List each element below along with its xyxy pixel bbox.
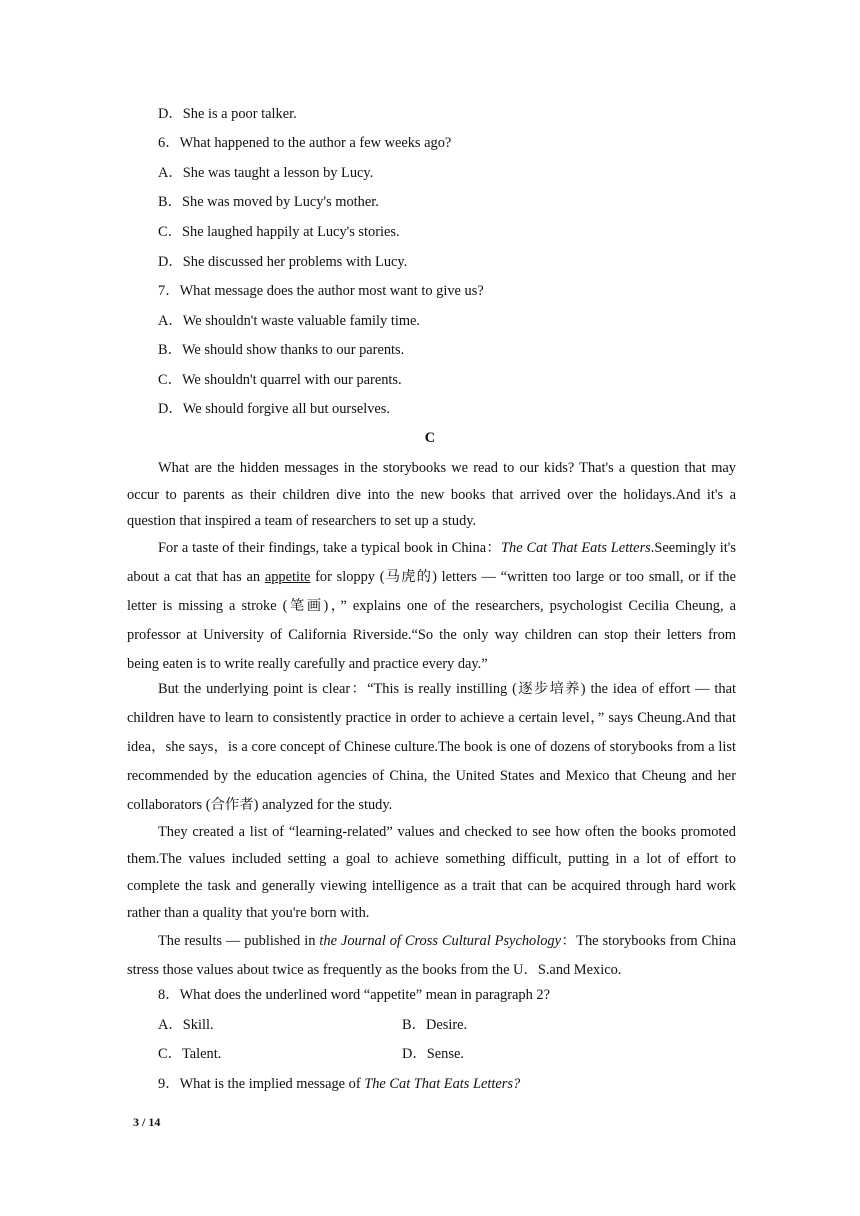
option-5d: D．She is a poor talker. <box>158 106 297 122</box>
option-8b: B．Desire. <box>402 1017 468 1033</box>
paragraph-5-text-a: The results — published in <box>158 933 320 949</box>
question-9 <box>158 1075 520 1093</box>
journal-title: the Journal of Cross Cultural Psychology <box>319 933 562 949</box>
paragraph-4: They created a list of “learning-related” values and checked to see how often the books promoted them.The values included setting a goal to achieve something difficult, putting in a lot of effort to complete the task and generally viewing intelligence as a trait that can be acquired through hard work rather than a quality that you're born with. <box>127 824 736 921</box>
paragraph-2-text-c: for sloppy (马虎的) letters — “written too large or too small, or if the letter is missing a stroke (笔画)，” explains one of the researchers, psychologist Cecilia Cheung, a professor at University of California Riverside.“So the only way children can stop their letters from being eaten is to write really carefully and practice every day.” <box>127 569 736 672</box>
question-9-prefix: 9．What is the implied message of <box>158 1076 365 1092</box>
paragraph-2-text-a: For a taste of their findings, take a typical book in China： <box>158 540 502 556</box>
option-6a: A．She was taught a lesson by Lucy. <box>158 165 374 181</box>
option-7a: A．We shouldn't waste valuable family time. <box>158 313 421 329</box>
option-8a: A．Skill. <box>158 1017 214 1033</box>
paragraph-2 <box>127 534 736 679</box>
option-6c: C．She laughed happily at Lucy's stories. <box>158 224 400 240</box>
underlined-word: appetite <box>264 569 311 585</box>
page-number: 3 / 14 <box>133 1115 161 1129</box>
section-heading: C <box>424 430 436 446</box>
option-7d: D．We should forgive all but ourselves. <box>158 401 390 417</box>
paragraph-5 <box>127 927 736 985</box>
option-8d: D．Sense. <box>402 1046 464 1062</box>
book-title: The Cat That Eats Letters <box>501 540 651 556</box>
option-8c: C．Talent. <box>158 1046 222 1062</box>
paragraph-2-text-b: .Seemingly it's about a cat that has an <box>127 540 736 585</box>
question-8: 8．What does the underlined word “appetite” mean in paragraph 2? <box>158 987 550 1003</box>
option-6d: D．She discussed her problems with Lucy. <box>158 254 408 270</box>
question-9-title: The Cat That Eats Letters? <box>364 1076 521 1092</box>
option-6b: B．She was moved by Lucy's mother. <box>158 194 379 210</box>
option-7b: B．We should show thanks to our parents. <box>158 342 405 358</box>
paragraph-1: What are the hidden messages in the storybooks we read to our kids? That's a question that may occur to parents as their children dive into the new books that arrived over the holidays.And it's a question that inspired a team of researchers to set up a study. <box>127 460 736 529</box>
option-7c: C．We shouldn't quarrel with our parents. <box>158 372 402 388</box>
question-7: 7．What message does the author most want to give us? <box>158 283 484 299</box>
question-6: 6．What happened to the author a few weeks ago? <box>158 135 452 151</box>
paragraph-5-text-b: ：The storybooks from China stress those values about twice as frequently as the books from the U．S.and Mexico. <box>127 933 736 978</box>
paragraph-3: But the underlying point is clear：“This is really instilling (逐步培养) the idea of effort — that children have to learn to consistently practice in order to achieve a certain level，” says Cheung.And that idea，she says，is a core concept of Chinese culture.The book is one of dozens of storybooks from a list recommended by the education agencies of China, the United States and Mexico that Cheung and her collaborators (合作者) analyzed for the study. <box>127 681 736 813</box>
